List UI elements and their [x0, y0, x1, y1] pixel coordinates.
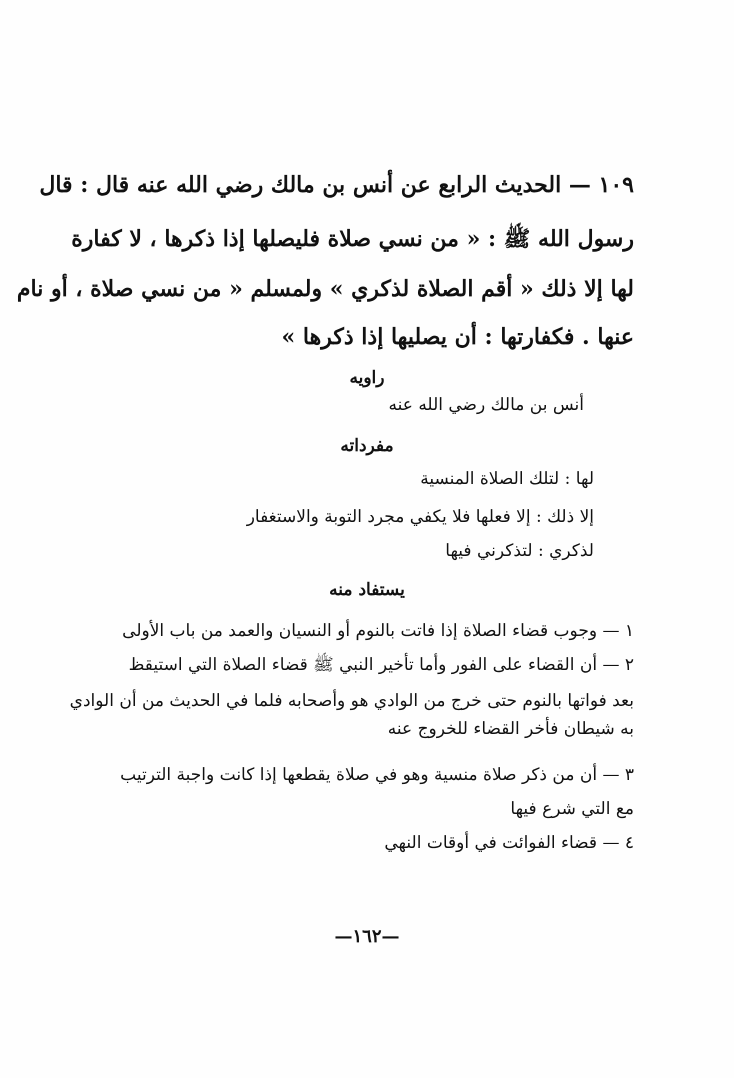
vocabulary-meaning: لتذكرني فيها: [445, 541, 533, 561]
vocabulary-term: إلا ذلك: [547, 507, 594, 527]
lesson-line: به شيطان فأخر القضاء للخروج عنه: [387, 719, 634, 739]
vocabulary-item: إلا ذلك : إلا فعلها فلا يكفي مجرد التوبة والاستغفار: [246, 507, 594, 527]
vocabulary-term: لذكري: [549, 541, 594, 561]
hadith-line-2: رسول الله ﷺ : « من نسي صلاة فليصلها إذا ذكرها ، لا كفارة: [71, 226, 634, 252]
lesson-line: ١ — وجوب قضاء الصلاة إذا فاتت بالنوم أو النسيان والعمد من باب الأولى: [122, 621, 634, 641]
vocabulary-term: لها: [575, 469, 594, 489]
vocabulary-item: لها : لتلك الصلاة المنسية: [420, 469, 594, 489]
hadith-line-4: عنها . فكفارتها : أن يصليها إذا ذكرها »: [281, 324, 634, 350]
vocabulary-heading: مفرداته: [340, 436, 394, 456]
vocabulary-item: لذكري : لتذكرني فيها: [445, 541, 594, 561]
page-number: —١٦٢—: [334, 926, 400, 947]
vocabulary-meaning: إلا فعلها فلا يكفي مجرد التوبة والاستغفار: [246, 507, 531, 527]
lesson-line: ٤ — قضاء الفوائت في أوقات النهي: [384, 833, 634, 853]
vocabulary-meaning: لتلك الصلاة المنسية: [420, 469, 560, 489]
hadith-title: الحديث الرابع: [438, 172, 562, 198]
lessons-heading: يستفاد منه: [329, 580, 405, 600]
hadith-number: ١٠٩ —: [568, 172, 634, 198]
lesson-line: ٣ — أن من ذكر صلاة منسية وهو في صلاة يقطعها إذا كانت واجبة الترتيب: [120, 765, 634, 785]
hadith-line-1: [39, 168, 634, 202]
narrator-heading: راويه: [349, 368, 385, 388]
lesson-line: مع التي شرع فيها: [510, 799, 634, 819]
lesson-line: ٢ — أن القضاء على الفور وأما تأخير النبي ﷺ قضاء الصلاة التي استيقظ: [128, 655, 634, 675]
hadith-text-1: عن أنس بن مالك رضي الله عنه قال : قال: [39, 172, 431, 198]
narrator-text: أنس بن مالك رضي الله عنه: [388, 395, 584, 415]
lesson-line: بعد فواتها بالنوم حتى خرج من الوادي هو وأصحابه فلما في الحديث من أن الوادي: [69, 691, 634, 711]
hadith-line-3: لها إلا ذلك « أقم الصلاة لذكري » ولمسلم « من نسي صلاة ، أو نام: [16, 276, 634, 302]
